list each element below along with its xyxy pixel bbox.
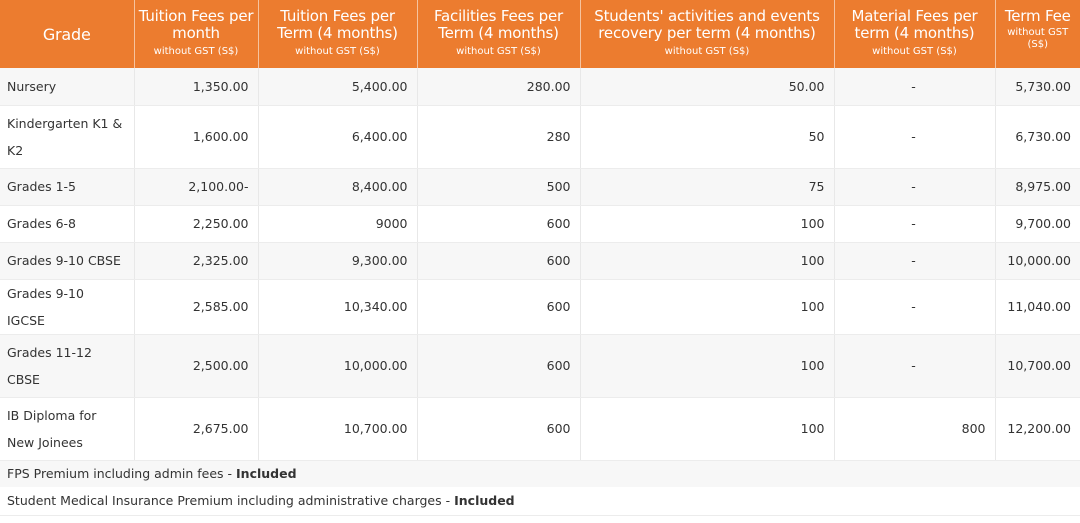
facilities-cell: 600 xyxy=(417,242,580,279)
material-cell: 800 xyxy=(834,397,995,460)
header-term-fee-sub: without GST (S$) xyxy=(1007,27,1069,50)
table-row xyxy=(0,205,1080,242)
tuition-month-cell: 2,100.00- xyxy=(134,168,258,205)
header-material-sub: without GST (S$) xyxy=(872,46,957,57)
grade-cell: Kindergarten K1 & K2 xyxy=(0,105,134,168)
header-activities-sub: without GST (S$) xyxy=(664,46,750,57)
grade-cell: IB Diploma for New Joinees xyxy=(0,397,134,460)
tuition-month-cell: 2,675.00 xyxy=(134,397,258,460)
activities-cell: 100 xyxy=(580,279,834,334)
grade-cell: Grades 9-10 IGCSE xyxy=(0,279,134,334)
facilities-cell: 600 xyxy=(417,205,580,242)
header-tuition-month-label: Tuition Fees per month xyxy=(138,7,254,42)
material-cell: - xyxy=(834,205,995,242)
tuition-term-cell: 10,340.00 xyxy=(258,279,417,334)
facilities-cell: 280.00 xyxy=(417,68,580,105)
facilities-cell: 280 xyxy=(417,105,580,168)
table-row xyxy=(0,397,1080,460)
activities-cell: 100 xyxy=(580,205,834,242)
header-grade xyxy=(0,0,134,68)
tuition-term-cell: 9,300.00 xyxy=(258,242,417,279)
header-row xyxy=(0,0,1080,68)
header-activities-label: Students' activities and events recovery per term (4 months) xyxy=(594,7,820,42)
facilities-cell: 600 xyxy=(417,334,580,397)
table-row xyxy=(0,68,1080,105)
tuition-month-cell: 2,585.00 xyxy=(134,279,258,334)
header-facilities-sub: without GST (S$) xyxy=(456,46,541,57)
header-tuition-month xyxy=(134,0,258,68)
material-cell: - xyxy=(834,105,995,168)
tuition-month-cell: 2,250.00 xyxy=(134,205,258,242)
material-cell: - xyxy=(834,242,995,279)
tuition-month-cell: 2,500.00 xyxy=(134,334,258,397)
note-included-label: Included xyxy=(236,465,297,481)
tuition-term-cell: 10,700.00 xyxy=(258,397,417,460)
header-facilities-label: Facilities Fees per Term (4 months) xyxy=(433,7,564,42)
header-tuition-term-sub: without GST (S$) xyxy=(295,46,380,57)
note-text: FPS Premium including admin fees - xyxy=(7,465,237,481)
table-row xyxy=(0,334,1080,397)
activities-cell: 50.00 xyxy=(580,68,834,105)
term-fee-cell: 5,730.00 xyxy=(995,68,1080,105)
material-cell: - xyxy=(834,334,995,397)
note-row xyxy=(0,460,1080,487)
header-activities xyxy=(580,0,834,68)
tuition-term-cell: 6,400.00 xyxy=(258,105,417,168)
grade-cell: Grades 9-10 CBSE xyxy=(0,242,134,279)
tuition-month-cell: 2,325.00 xyxy=(134,242,258,279)
facilities-cell: 500 xyxy=(417,168,580,205)
grade-cell: Grades 6-8 xyxy=(0,205,134,242)
table-row xyxy=(0,242,1080,279)
table-body xyxy=(0,68,1080,515)
term-fee-cell: 6,730.00 xyxy=(995,105,1080,168)
activities-cell: 100 xyxy=(580,397,834,460)
header-tuition-term-label: Tuition Fees per Term (4 months) xyxy=(277,7,398,42)
activities-cell: 50 xyxy=(580,105,834,168)
tuition-month-cell: 1,350.00 xyxy=(134,68,258,105)
material-cell: - xyxy=(834,279,995,334)
activities-cell: 100 xyxy=(580,242,834,279)
header-tuition-month-sub: without GST (S$) xyxy=(153,46,239,57)
table-row xyxy=(0,168,1080,205)
grade-cell: Nursery xyxy=(0,68,134,105)
term-fee-cell: 11,040.00 xyxy=(995,279,1080,334)
note-medical-insurance xyxy=(0,487,1080,516)
activities-cell: 75 xyxy=(580,168,834,205)
table-row xyxy=(0,279,1080,334)
term-fee-cell: 12,200.00 xyxy=(995,397,1080,460)
header-facilities xyxy=(417,0,580,68)
table-header xyxy=(0,0,1080,68)
note-fps-premium xyxy=(0,460,1080,487)
facilities-cell: 600 xyxy=(417,279,580,334)
term-fee-cell: 9,700.00 xyxy=(995,205,1080,242)
material-cell: - xyxy=(834,168,995,205)
header-material-label: Material Fees per term (4 months) xyxy=(851,7,978,42)
table-row xyxy=(0,105,1080,168)
grade-cell: Grades 11-12 CBSE xyxy=(0,334,134,397)
term-fee-cell: 10,000.00 xyxy=(995,242,1080,279)
header-term-fee xyxy=(995,0,1080,68)
term-fee-cell: 8,975.00 xyxy=(995,168,1080,205)
grade-cell: Grades 1-5 xyxy=(0,168,134,205)
tuition-term-cell: 10,000.00 xyxy=(258,334,417,397)
note-row xyxy=(0,487,1080,516)
header-grade-label: Grade xyxy=(42,24,91,44)
term-fee-cell: 10,700.00 xyxy=(995,334,1080,397)
header-term-fee-label: Term Fee xyxy=(1004,7,1071,25)
material-cell: - xyxy=(834,68,995,105)
activities-cell: 100 xyxy=(580,334,834,397)
header-material xyxy=(834,0,995,68)
facilities-cell: 600 xyxy=(417,397,580,460)
header-tuition-term xyxy=(258,0,417,68)
tuition-term-cell: 5,400.00 xyxy=(258,68,417,105)
note-included-label: Included xyxy=(454,492,515,508)
tuition-term-cell: 9000 xyxy=(258,205,417,242)
tuition-term-cell: 8,400.00 xyxy=(258,168,417,205)
note-text: Student Medical Insurance Premium including administrative charges - xyxy=(7,492,455,508)
tuition-month-cell: 1,600.00 xyxy=(134,105,258,168)
